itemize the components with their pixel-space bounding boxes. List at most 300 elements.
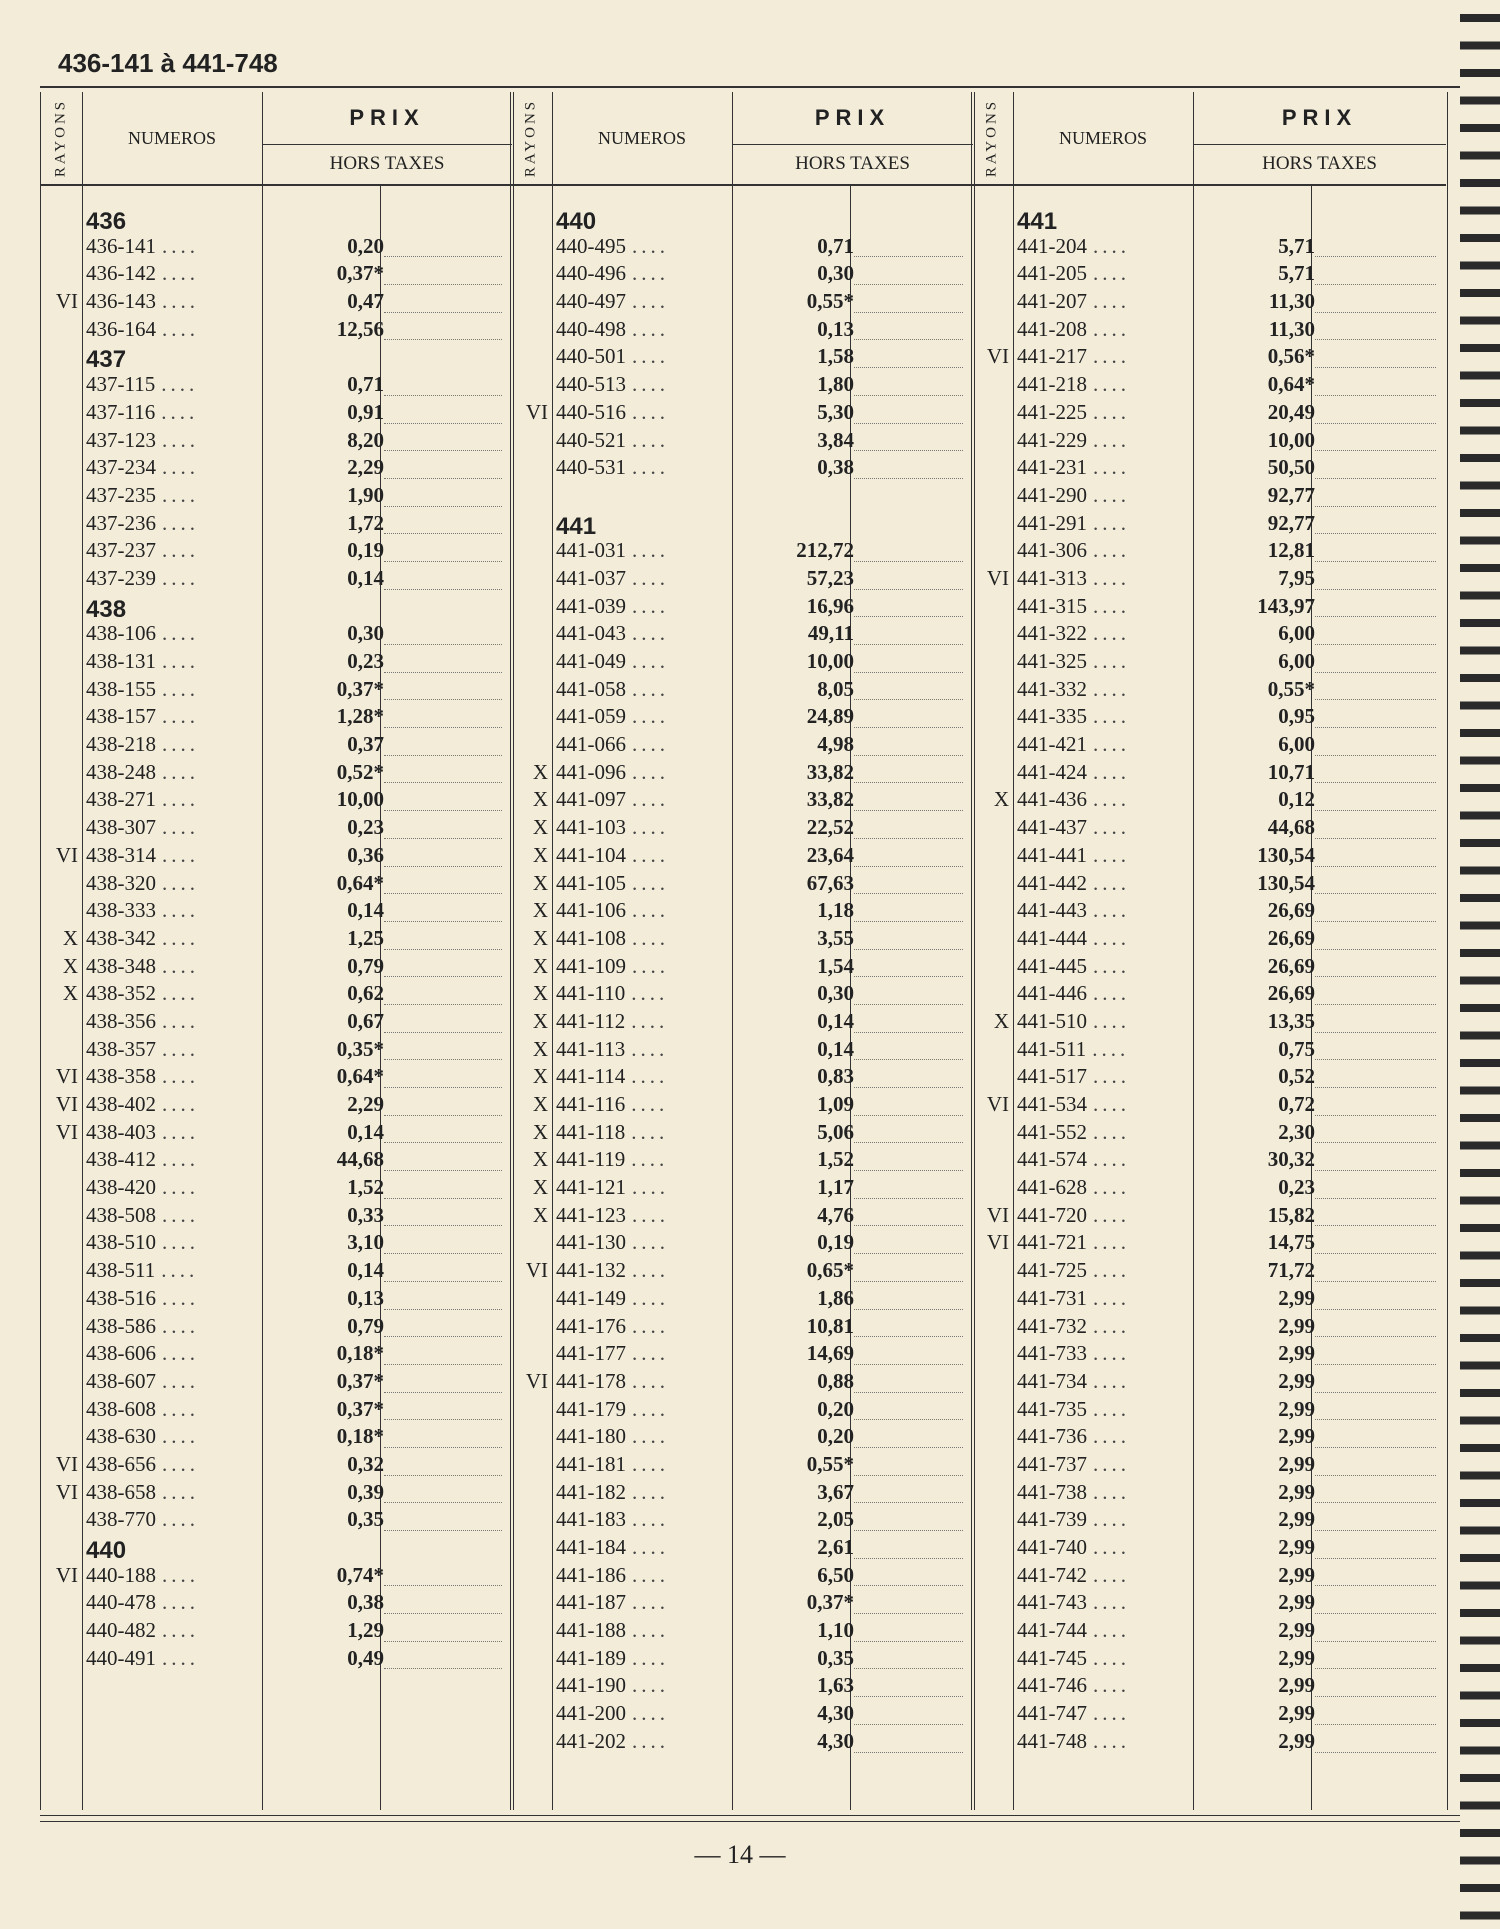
- table-row: [971, 1120, 1446, 1148]
- item-number-text: 441-732: [1017, 1313, 1087, 1338]
- item-price: 0,23: [1278, 1175, 1315, 1200]
- item-number-text: 441-109: [556, 953, 626, 978]
- price-leader-line: [854, 1724, 963, 1725]
- item-price: 6,50: [817, 1562, 854, 1587]
- leader-dots: ....: [1093, 399, 1130, 424]
- column-header: [40, 92, 512, 186]
- item-number: [1017, 1480, 1130, 1505]
- item-number: [86, 538, 199, 563]
- item-number-text: 441-748: [1017, 1728, 1087, 1753]
- price-leader-line: [1315, 1198, 1436, 1199]
- leader-dots: ....: [162, 427, 199, 452]
- table-row: [971, 1480, 1446, 1508]
- price-leader-line: [854, 1142, 963, 1143]
- price-leader-line: [1315, 1447, 1436, 1448]
- item-number: [1017, 1563, 1130, 1588]
- item-number-text: 441-110: [556, 981, 626, 1006]
- table-row: [40, 1646, 512, 1674]
- item-price: 2,30: [1278, 1119, 1315, 1144]
- table-row: [971, 1314, 1446, 1342]
- rayon-code: X: [532, 1202, 548, 1227]
- item-number: [556, 1258, 669, 1283]
- table-row: [971, 344, 1446, 372]
- item-price: 1,25: [347, 925, 384, 950]
- item-price: 33,82: [806, 787, 854, 812]
- item-number: [1017, 1729, 1130, 1754]
- rayon-code: X: [993, 1008, 1009, 1033]
- price-leader-line: [1315, 1668, 1436, 1669]
- item-price: 11,30: [1268, 289, 1315, 314]
- price-leader-line: [384, 644, 502, 645]
- item-price: 26,69: [1267, 925, 1315, 950]
- item-number: [556, 732, 669, 757]
- item-number: [1017, 704, 1130, 729]
- item-price: 1,54: [817, 953, 854, 978]
- table-row: [510, 677, 973, 705]
- item-price: 26,69: [1267, 981, 1315, 1006]
- table-row: [510, 926, 973, 954]
- item-number-text: 438-586: [86, 1313, 156, 1338]
- table-row: [510, 1120, 973, 1148]
- price-leader-line: [1315, 1752, 1436, 1753]
- price-leader-line: [1315, 727, 1436, 728]
- rayon-code: X: [532, 898, 548, 923]
- item-price: 15,82: [1267, 1202, 1315, 1227]
- leader-dots: ....: [1093, 1147, 1130, 1172]
- item-number: [556, 538, 669, 563]
- item-number-text: 441-424: [1017, 759, 1087, 784]
- price-column-2: [510, 92, 973, 1810]
- item-number: [1017, 1009, 1130, 1034]
- bottom-rule: [40, 1815, 1460, 1816]
- table-row: [510, 1397, 973, 1425]
- item-price: 2,99: [1278, 1507, 1315, 1532]
- table-row: [510, 1646, 973, 1674]
- leader-dots: ....: [1093, 815, 1130, 840]
- table-row: [971, 981, 1446, 1009]
- item-price: 0,18*: [336, 1424, 384, 1449]
- price-leader-line: [1315, 1309, 1436, 1310]
- leader-dots: ....: [162, 1313, 199, 1338]
- price-leader-line: [854, 1696, 963, 1697]
- item-number-text: 441-217: [1017, 344, 1087, 369]
- table-row: [510, 649, 973, 677]
- leader-dots: ....: [632, 1424, 669, 1449]
- item-number: [556, 787, 669, 812]
- leader-dots: ....: [162, 538, 199, 563]
- item-price: 7,95: [1278, 565, 1315, 590]
- table-row: [971, 1507, 1446, 1535]
- item-price: 44,68: [1267, 815, 1315, 840]
- price-leader-line: [1315, 1392, 1436, 1393]
- leader-dots: ....: [1093, 732, 1130, 757]
- item-number-text: 441-119: [556, 1147, 626, 1172]
- price-leader-line: [1315, 561, 1436, 562]
- leader-dots: ....: [1092, 1036, 1130, 1061]
- leader-dots: ....: [632, 455, 669, 480]
- item-number-text: 438-333: [86, 898, 156, 923]
- price-leader-line: [384, 1419, 502, 1420]
- price-leader-line: [854, 921, 963, 922]
- item-number-text: 438-357: [86, 1036, 156, 1061]
- price-leader-line: [1315, 450, 1436, 451]
- item-price: 0,37*: [336, 1368, 384, 1393]
- table-row: [971, 677, 1446, 705]
- item-price: 10,71: [1267, 759, 1315, 784]
- price-leader-line: [384, 699, 502, 700]
- price-leader-line: [854, 1364, 963, 1365]
- item-number: [556, 1092, 668, 1117]
- item-number-text: 441-132: [556, 1258, 626, 1283]
- price-list: [40, 206, 512, 1673]
- item-price: 92,77: [1267, 510, 1315, 535]
- table-row: [40, 843, 512, 871]
- item-number-text: 441-182: [556, 1479, 626, 1504]
- leader-dots: ....: [1093, 649, 1130, 673]
- item-number: [86, 1646, 199, 1671]
- price-leader-line: [1315, 1364, 1436, 1365]
- item-number: [1017, 760, 1130, 785]
- item-number-text: 441-105: [556, 870, 626, 895]
- price-leader-line: [854, 810, 963, 811]
- table-row: [971, 400, 1446, 428]
- table-row: [40, 428, 512, 456]
- item-number-text: 441-031: [556, 538, 626, 563]
- item-number-text: 440-501: [556, 344, 626, 369]
- item-number-text: 438-510: [86, 1230, 156, 1255]
- item-number-text: 441-443: [1017, 898, 1087, 923]
- item-price: 10,00: [336, 787, 384, 812]
- item-price: 10,00: [806, 649, 854, 673]
- table-row: [510, 1535, 973, 1563]
- leader-dots: ....: [1093, 1341, 1130, 1366]
- rayon-code: X: [532, 1147, 548, 1172]
- item-number: [1017, 981, 1130, 1006]
- item-price: 0,37*: [336, 261, 384, 286]
- section-heading: 436: [86, 208, 127, 235]
- leader-dots: ....: [632, 1618, 669, 1643]
- item-number-text: 441-187: [556, 1590, 626, 1615]
- item-number-text: 440-491: [86, 1645, 156, 1670]
- item-number-text: 437-239: [86, 565, 156, 590]
- item-price: 0,33: [347, 1202, 384, 1227]
- table-row: [40, 981, 512, 1009]
- rayon-code: VI: [55, 1064, 78, 1089]
- item-number-text: 440-495: [556, 233, 626, 258]
- table-row: [971, 787, 1446, 815]
- item-price: 5,06: [817, 1119, 854, 1144]
- item-number-text: 441-552: [1017, 1119, 1087, 1144]
- item-number: [1017, 1535, 1130, 1560]
- price-leader-line: [854, 755, 963, 756]
- rayon-code: VI: [986, 565, 1009, 590]
- table-row: [971, 621, 1446, 649]
- leader-dots: ....: [1093, 565, 1130, 590]
- table-row: [510, 566, 973, 594]
- item-number-text: 441-725: [1017, 1258, 1087, 1283]
- item-number: [1017, 1424, 1130, 1449]
- leader-dots: ....: [632, 538, 669, 563]
- item-number: [556, 760, 669, 785]
- leader-dots: ....: [632, 898, 669, 923]
- price-leader-line: [854, 1475, 963, 1476]
- rayon-code: VI: [55, 1562, 78, 1587]
- leader-dots: ....: [1093, 344, 1130, 369]
- price-leader-line: [1315, 1142, 1436, 1143]
- item-number: [1017, 649, 1130, 674]
- item-number-text: 438-248: [86, 759, 156, 784]
- item-price: 8,20: [347, 427, 384, 452]
- price-leader-line: [1315, 395, 1436, 396]
- price-leader-line: [384, 395, 502, 396]
- item-price: 3,84: [817, 427, 854, 452]
- price-leader-line: [384, 561, 502, 562]
- item-number-text: 441-325: [1017, 649, 1087, 673]
- item-price: 20,49: [1267, 399, 1315, 424]
- item-number-text: 440-482: [86, 1618, 156, 1643]
- leader-dots: ....: [1093, 1285, 1130, 1310]
- section-heading: 440: [556, 208, 597, 235]
- price-leader-line: [854, 1641, 963, 1642]
- item-number-text: 438-356: [86, 1008, 156, 1033]
- price-leader-line: [384, 1585, 502, 1586]
- item-price: 0,32: [347, 1451, 384, 1476]
- leader-dots: ....: [1093, 1590, 1130, 1615]
- leader-dots: ....: [162, 1507, 199, 1532]
- item-number-text: 441-511: [1017, 1036, 1087, 1061]
- section-heading: 441: [556, 512, 597, 540]
- table-row: [40, 1175, 512, 1203]
- leader-dots: ....: [632, 344, 669, 369]
- item-price: 50,50: [1267, 455, 1315, 480]
- item-number-text: 438-656: [86, 1451, 156, 1476]
- leader-dots: ....: [162, 981, 199, 1006]
- hors-taxes-header: HORS TAXES: [1262, 153, 1377, 174]
- leader-dots: ....: [162, 732, 199, 757]
- table-row: [971, 843, 1446, 871]
- leader-dots: ....: [1093, 1396, 1130, 1421]
- price-leader-line: [854, 1752, 963, 1753]
- price-leader-line: [1315, 1281, 1436, 1282]
- price-leader-line: [854, 395, 963, 396]
- table-row: [510, 732, 973, 760]
- leader-dots: ....: [632, 759, 669, 784]
- item-number-text: 441-746: [1017, 1673, 1087, 1698]
- item-number-text: 441-510: [1017, 1008, 1087, 1033]
- table-row: [40, 261, 512, 289]
- leader-dots: ....: [1093, 316, 1130, 341]
- price-leader-line: [1315, 1115, 1436, 1116]
- leader-dots: ....: [1093, 925, 1130, 950]
- leader-dots: ....: [162, 289, 199, 314]
- item-number-text: 441-441: [1017, 842, 1087, 867]
- leader-dots: ....: [1093, 842, 1130, 867]
- item-number-text: 438-155: [86, 676, 156, 701]
- price-leader-line: [1315, 1004, 1436, 1005]
- price-leader-line: [1315, 810, 1436, 811]
- table-row: [510, 1701, 973, 1729]
- item-number: [86, 1563, 199, 1588]
- leader-dots: ....: [632, 649, 669, 673]
- price-leader-line: [1315, 1059, 1436, 1060]
- page-range-title: 436-141 à 441-748: [58, 48, 278, 78]
- item-number-text: 438-402: [86, 1092, 156, 1116]
- leader-dots: ....: [1093, 953, 1130, 978]
- table-row: [510, 1452, 973, 1480]
- leader-dots: ....: [632, 1507, 669, 1532]
- section-heading-row: [971, 206, 1446, 234]
- price-leader-line: [1315, 1253, 1436, 1254]
- item-price: 71,72: [1267, 1258, 1315, 1283]
- table-row: [971, 1064, 1446, 1092]
- item-price: 0,64*: [1267, 372, 1315, 397]
- table-row: [40, 1147, 512, 1175]
- table-row: [510, 1590, 973, 1618]
- leader-dots: ....: [162, 565, 199, 590]
- item-number: [1017, 1092, 1130, 1117]
- item-number: [86, 815, 199, 840]
- leader-dots: ....: [1093, 455, 1130, 480]
- table-row: [40, 566, 512, 594]
- item-number: [1017, 428, 1130, 453]
- item-number-text: 441-149: [556, 1285, 626, 1310]
- table-row: [971, 1590, 1446, 1618]
- item-price: 0,56*: [1267, 344, 1315, 369]
- table-row: [510, 1673, 973, 1701]
- item-number: [86, 234, 199, 259]
- table-row: [510, 455, 973, 483]
- item-price: 2,99: [1278, 1535, 1315, 1559]
- price-leader-line: [854, 1447, 963, 1448]
- hors-taxes-header: HORS TAXES: [795, 153, 910, 174]
- table-row: [971, 1397, 1446, 1425]
- leader-dots: ....: [632, 953, 669, 978]
- spacer-row: [510, 483, 973, 511]
- table-row: [971, 1563, 1446, 1591]
- leader-dots: ....: [632, 1673, 669, 1698]
- item-number-text: 438-403: [86, 1119, 156, 1144]
- leader-dots: ....: [162, 1064, 199, 1089]
- table-row: [971, 538, 1446, 566]
- item-number-text: 441-291: [1017, 510, 1087, 535]
- table-row: [510, 704, 973, 732]
- price-leader-line: [384, 1170, 502, 1171]
- leader-dots: ....: [1093, 1451, 1130, 1476]
- item-price: 130,54: [1257, 842, 1315, 867]
- item-number: [86, 1507, 199, 1532]
- item-number-text: 441-421: [1017, 732, 1087, 757]
- item-price: 1,17: [817, 1175, 854, 1200]
- section-heading: 440: [86, 1537, 127, 1564]
- table-row: [510, 538, 973, 566]
- table-row: [971, 1341, 1446, 1369]
- item-number-text: 441-123: [556, 1202, 626, 1227]
- price-leader-line: [384, 1059, 502, 1060]
- item-number-text: 440-496: [556, 261, 626, 286]
- leader-dots: ....: [162, 316, 199, 341]
- item-price: 130,54: [1257, 870, 1315, 895]
- price-leader-line: [1315, 1032, 1436, 1033]
- price-leader-line: [854, 339, 963, 340]
- item-number: [86, 1341, 199, 1366]
- leader-dots: ....: [632, 1590, 669, 1615]
- item-number-text: 441-207: [1017, 289, 1087, 314]
- leader-dots: ....: [162, 1645, 199, 1670]
- item-number: [556, 1203, 669, 1228]
- table-row: [971, 1175, 1446, 1203]
- section-heading: 441: [1017, 208, 1058, 235]
- item-price: 0,91: [347, 399, 384, 424]
- item-number: [1017, 1369, 1130, 1394]
- price-leader-line: [854, 1087, 963, 1088]
- table-row: [971, 732, 1446, 760]
- table-row: [971, 704, 1446, 732]
- price-leader-line: [384, 1530, 502, 1531]
- price-leader-line: [384, 478, 502, 479]
- leader-dots: ....: [1093, 621, 1130, 646]
- price-leader-line: [384, 589, 502, 590]
- item-price: 0,37: [347, 732, 384, 757]
- section-heading-row: [40, 594, 512, 622]
- item-price: 0,74*: [336, 1562, 384, 1587]
- item-number: [556, 981, 668, 1006]
- item-number-text: 441-130: [556, 1230, 626, 1255]
- top-rule: [40, 86, 1460, 88]
- price-leader-line: [384, 506, 502, 507]
- item-number-text: 441-290: [1017, 482, 1087, 507]
- item-number: [86, 1618, 199, 1643]
- item-number-text: 441-736: [1017, 1424, 1087, 1449]
- item-number-text: 441-178: [556, 1368, 626, 1393]
- leader-dots: ....: [162, 842, 199, 867]
- item-number-text: 438-307: [86, 815, 156, 840]
- item-price: 6,00: [1278, 621, 1315, 646]
- item-number-text: 441-103: [556, 815, 626, 840]
- item-number: [86, 1230, 199, 1255]
- item-price: 0,47: [347, 289, 384, 314]
- item-number: [1017, 1286, 1130, 1311]
- price-leader-line: [1315, 1170, 1436, 1171]
- table-row: [971, 1369, 1446, 1397]
- leader-dots: ....: [1093, 704, 1130, 729]
- table-row: [971, 455, 1446, 483]
- price-leader-line: [1315, 367, 1436, 368]
- table-row: [40, 1064, 512, 1092]
- item-number-text: 441-313: [1017, 565, 1087, 590]
- table-row: [40, 677, 512, 705]
- section-heading-row: [40, 1535, 512, 1563]
- item-number: [556, 1507, 669, 1532]
- item-number: [556, 1397, 669, 1422]
- item-price: 2,05: [817, 1507, 854, 1532]
- item-number: [86, 289, 199, 314]
- item-price: 57,23: [806, 565, 854, 590]
- table-row: [971, 1037, 1446, 1065]
- leader-dots: ....: [632, 1175, 669, 1200]
- item-number-text: 438-607: [86, 1368, 156, 1393]
- item-number: [556, 1424, 669, 1449]
- item-number: [1017, 1147, 1130, 1172]
- item-price: 12,81: [1267, 538, 1315, 563]
- rayons-header-label: RAYONS: [522, 98, 539, 178]
- item-number-text: 438-157: [86, 704, 156, 729]
- item-number: [1017, 1037, 1129, 1062]
- item-number-text: 441-104: [556, 842, 626, 867]
- item-price: 0,37*: [806, 1590, 854, 1615]
- item-price: 0,55*: [806, 1451, 854, 1476]
- leader-dots: ....: [632, 1396, 669, 1421]
- rayon-code: VI: [525, 1368, 548, 1393]
